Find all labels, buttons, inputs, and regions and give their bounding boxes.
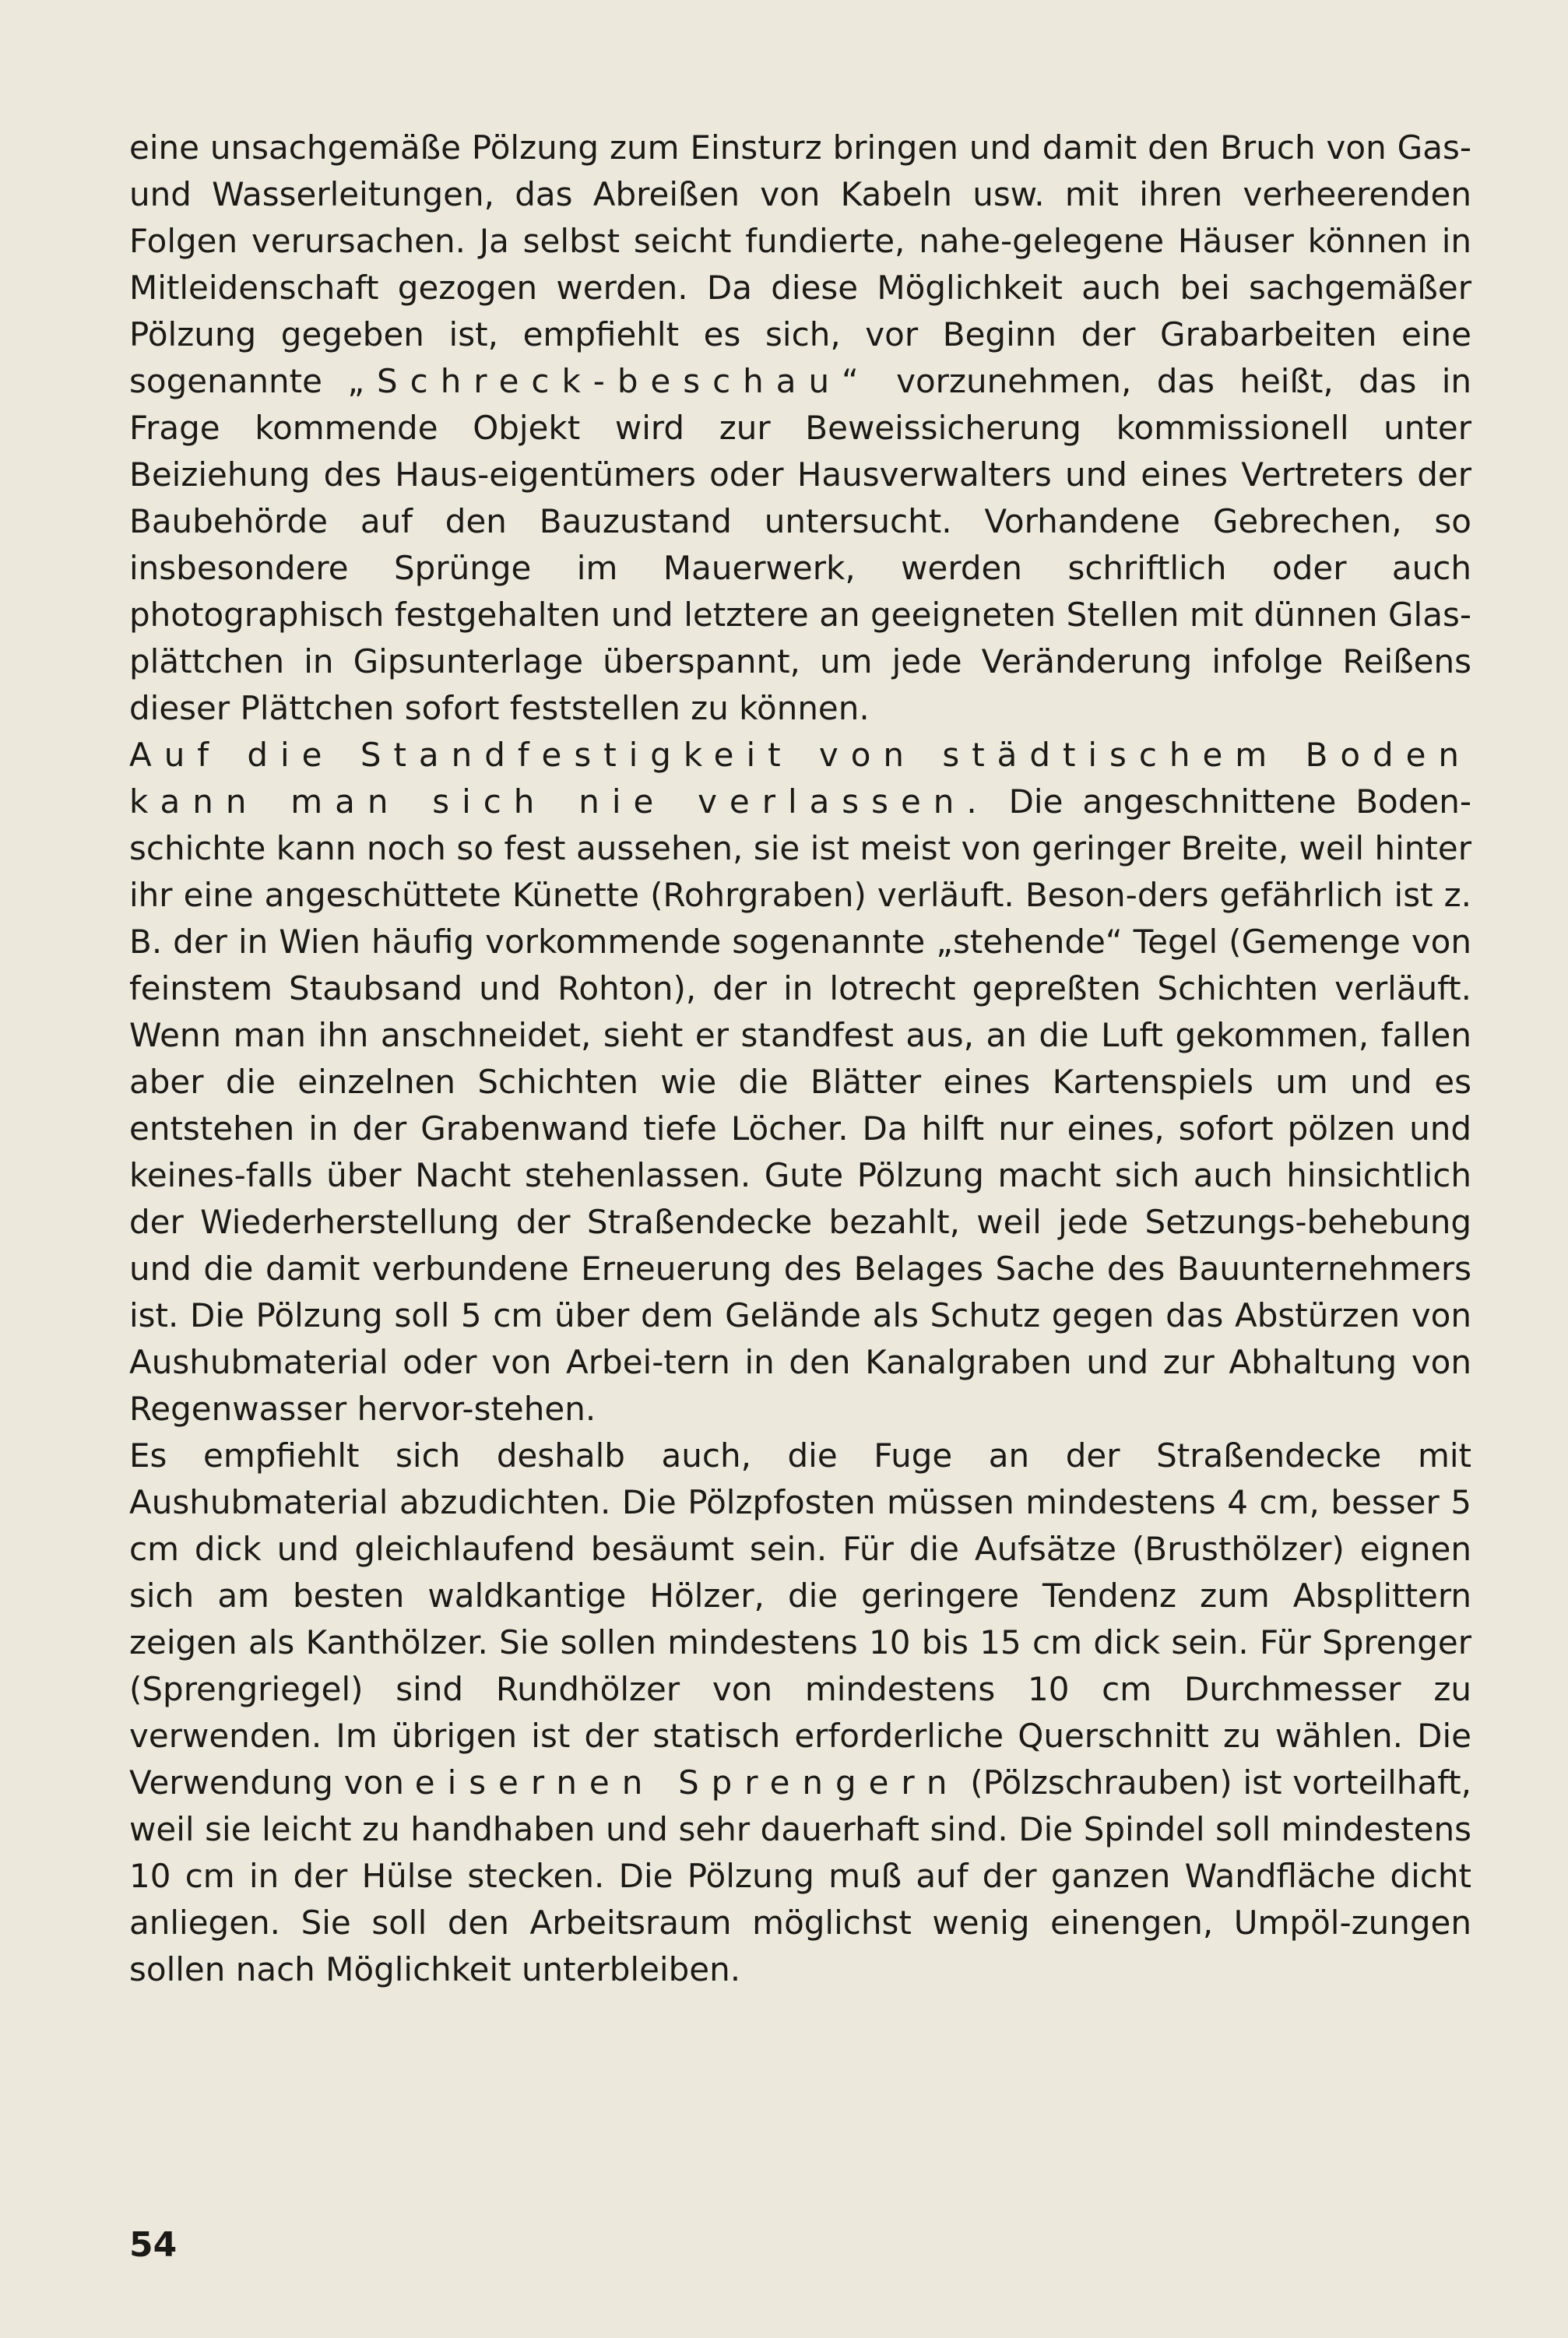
- paragraph-1-run-1: eine unsachgemäße Pölzung zum Einsturz bringen und damit den Bruch von Gas- und Wasserleitungen, das Abreißen von Kabeln usw. mit ihren verheerenden Folgen verursachen. Ja selbst seicht fundierte, nahe-gelegene Häuser können in Mitleidenschaft gezogen werden. Da diese Möglichkeit auch bei sachgemäßer Pölzung gegeben ist, empfiehlt es sich, vor Beginn der Grabarbeiten eine sogenannte: [129, 128, 1471, 400]
- page-number: 54: [129, 2225, 178, 2265]
- paragraph-1-run-3: vorzunehmen, das heißt, das in Frage kommende Objekt wird zur Beweissicherung kommissionell unter Beiziehung des Haus-eigentümers oder Hausverwalters und eines Vertreters der Baubehörde auf den Bauzustand untersucht. Vorhandene Gebrechen, so insbesondere Sprünge im Mauerwerk, werden schriftlich oder auch photographisch festgehalten und letztere an geeigneten Stellen mit dünnen Glas-plättchen in Gipsunterlage überspannt, um jede Veränderung infolge Reißens dieser Plättchen sofort feststellen zu können.: [129, 362, 1471, 727]
- paragraph-2: [129, 732, 1471, 1433]
- paragraph-3: [129, 1433, 1471, 1993]
- paragraph-1: [129, 125, 1471, 732]
- paragraph-2-spaced-sentence: Auf die Standfestigkeit von städtischem Boden kann man sich nie verlassen.: [129, 736, 1471, 821]
- page-body: [129, 125, 1471, 2196]
- paragraph-3-run-1: Es empfiehlt sich deshalb auch, die Fuge an der Straßendecke mit Aushubmaterial abzudichten. Die Pölzpfosten müssen mindestens 4 cm, besser 5 cm dick und gleichlaufend besäumt sein. Für die Aufsätze (Brusthölzer) eignen sich am besten waldkantige Hölzer, die geringere Tendenz zum Absplittern zeigen als Kanthölzer. Sie sollen mindestens 10 bis 15 cm dick sein. Für Sprenger (Sprengriegel) sind Rundhölzer von mindestens 10 cm Durchmesser zu verwenden. Im übrigen ist der statisch erforderliche Querschnitt zu wählen. Die Verwendung von: [129, 1436, 1471, 1802]
- paragraph-3-run-3: (Pölzschrauben) ist vorteilhaft, weil sie leicht zu handhaben und sehr dauerhaft sind. Die Spindel soll mindestens 10 cm in der Hülse stecken. Die Pölzung muß auf der ganzen Wandfläche dicht anliegen. Sie soll den Arbeitsraum möglichst wenig einengen, Umpöl-zungen sollen nach Möglichkeit unterbleiben.: [129, 1763, 1471, 1988]
- paragraph-3-spaced-term: eisernen Sprengern: [414, 1763, 960, 1802]
- paragraph-2-run-2: Die angeschnittene Boden-schichte kann noch so fest aussehen, sie ist meist von geringer Breite, weil hinter ihr eine angeschüttete Künette (Rohrgraben) verläuft. Beson-ders gefährlich ist z. B. der in Wien häufig vorkommende sogenannte „stehende“ Tegel (Gemenge von feinstem Staubsand und Rohton), der in lotrecht gepreßten Schichten verläuft. Wenn man ihn anschneidet, sieht er standfest aus, an die Luft gekommen, fallen aber die einzelnen Schichten wie die Blätter eines Kartenspiels um und es entstehen in der Grabenwand tiefe Löcher. Da hilft nur eines, sofort pölzen und keines-falls über Nacht stehenlassen. Gute Pölzung macht sich auch hinsichtlich der Wiederherstellung der Straßendecke bezahlt, weil jede Setzungs-behebung und die damit verbundene Erneuerung des Belages Sache des Bauunternehmers ist. Die Pölzung soll 5 cm über dem Gelände als Schutz gegen das Abstürzen von Aushubmaterial oder von Arbei-tern in den Kanalgraben und zur Abhaltung von Regenwasser hervor-stehen.: [129, 782, 1471, 1428]
- paragraph-1-spaced-term: „Schreck-beschau“: [347, 362, 871, 400]
